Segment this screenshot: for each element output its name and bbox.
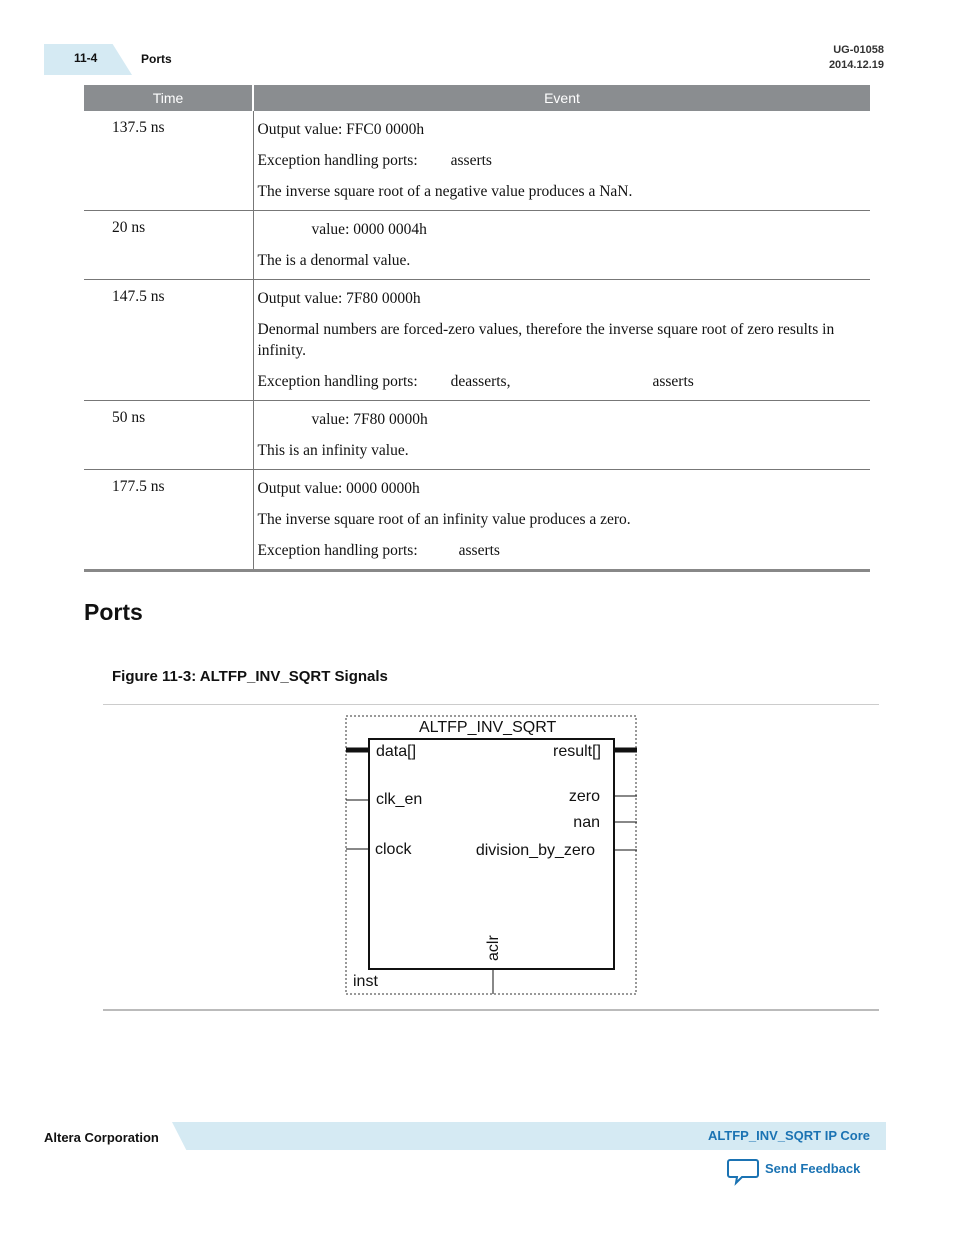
event-line: The is a denormal value. [257,252,411,269]
col-time: Time [84,85,253,111]
port-data: data[] [376,743,417,760]
event-line: Denormal numbers are forced-zero values, therefore the inverse square root of zero results in infinity. [257,321,835,359]
port-aclr: aclr [485,935,502,961]
port-clock: clock [375,841,412,858]
event-line: value: 7F80 0000h [311,411,428,428]
event-line: This is an infinity value. [257,442,409,459]
page-number: 11-4 [74,51,98,65]
doc-id: UG-01058 [833,44,884,56]
events-table [84,85,870,572]
event-line: The inverse square root of a negative value produces a NaN. [257,183,633,200]
footer-doc-title[interactable]: ALTFP_INV_SQRT IP Core [707,1128,870,1143]
block-name: ALTFP_INV_SQRT [419,719,557,736]
row-time: 147.5 ns [84,280,253,401]
row-time: 20 ns [84,211,253,280]
event-line: Exception handling ports: asserts [257,542,500,559]
row-time: 137.5 ns [84,111,253,211]
row-event [253,111,870,211]
row-event [253,401,870,470]
row-event [253,280,870,401]
table-row [84,280,870,401]
doc-date: 2014.12.19 [828,59,884,71]
table-row [84,470,870,571]
port-nan: nan [573,814,600,831]
col-event: Event [253,85,870,111]
event-line: Exception handling ports: asserts [257,152,492,169]
port-zero: zero [568,788,600,805]
section-title: Ports [84,599,143,625]
event-line: value: 0000 0004h [311,221,427,238]
header-section: Ports [141,52,172,66]
table-row [84,111,870,211]
table-row [84,211,870,280]
send-feedback-button[interactable] [727,1158,867,1188]
port-clk-en: clk_en [376,791,423,808]
send-feedback-label: Send Feedback [765,1161,861,1176]
event-line: Output value: 7F80 0000h [257,290,421,307]
row-time: 177.5 ns [84,470,253,571]
table-row [84,401,870,470]
doc-info [829,43,884,73]
event-line: Output value: FFC0 0000h [257,121,425,138]
event-line: Output value: 0000 0000h [257,480,420,497]
figure-caption: Figure 11-3: ALTFP_INV_SQRT Signals [112,668,388,685]
event-line: Exception handling ports: deasserts, asserts [257,373,694,390]
signal-diagram [330,710,650,1005]
port-result: result[] [552,743,601,760]
chat-bubble-icon [727,1158,759,1186]
figure-top-rule [103,704,879,705]
port-division-by-zero: division_by_zero [475,842,595,859]
company-name: Altera Corporation [44,1130,159,1145]
row-event [253,211,870,280]
row-event [253,470,870,571]
event-line: The inverse square root of an infinity value produces a zero. [257,511,631,528]
instance-label: inst [353,973,378,990]
row-time: 50 ns [84,401,253,470]
figure-bottom-rule [103,1009,879,1011]
